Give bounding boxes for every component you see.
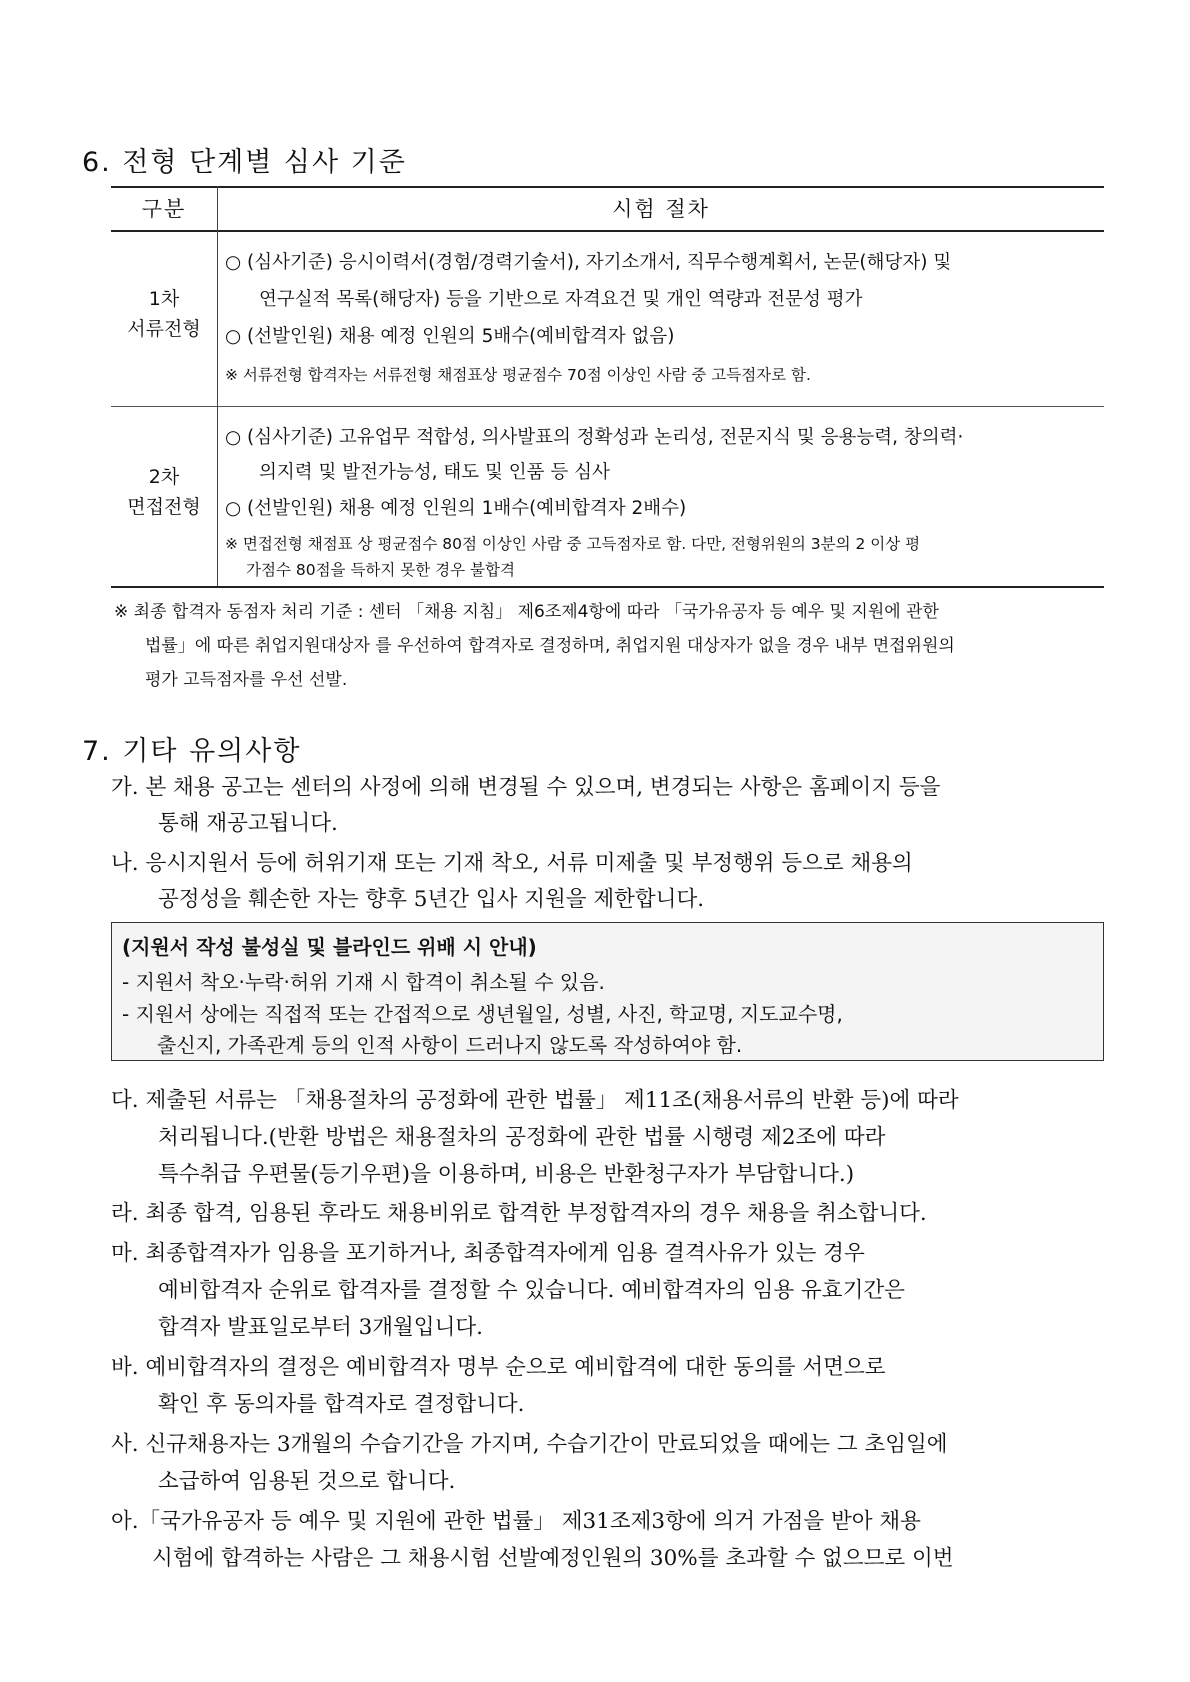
row-2-line: ○ (선발인원) 채용 예정 인원의 1배수(예비합격자 2배수) [225,498,687,519]
row-2-note: ※ 면접전형 채점표 상 평균점수 80점 이상인 사람 중 고득점자로 함. 다만, 전형위원의 3분의 2 이상 평 [225,535,921,553]
tie-break-note: 법률」에 따른 취업지원대상자 를 우선하여 합격자로 결정하며, 취업지원 대상자가 없을 경우 내부 면접위원의 [145,636,955,656]
tie-break-note: ※ 최종 합격자 동점자 처리 기준 : 센터 「채용 지침」 제6조제4항에 따라 「국가유공자 등 예우 및 지원에 관한 [114,602,939,622]
table-row-divider [111,406,1104,407]
row-1-category [111,284,217,344]
notice-box-line: 출신지, 가족관계 등의 인적 사항이 드러나지 않도록 작성하여야 함. [157,1033,743,1057]
notice-item-continued: 시험에 합격하는 사람은 그 채용시험 선발예정인원의 30%를 초과할 수 없으므로 이번 [152,1546,954,1571]
row-1-line: ○ (심사기준) 응시이력서(경험/경력기술서), 자기소개서, 직무수행계획서, 논문(해당자) 및 [225,252,952,273]
notice-item: 바. 예비합격자의 결정은 예비합격자 명부 순으로 예비합격에 대한 동의를 서면으로 [111,1355,886,1380]
notice-item: 다. 제출된 서류는 「채용절차의 공정화에 관한 법률」 제11조(채용서류의 반환 등)에 따라 [111,1088,959,1113]
row-2-line: ○ (심사기준) 고유업무 적합성, 의사발표의 정확성과 논리성, 전문지식 및 응용능력, 창의력· [225,427,964,448]
screening-criteria-table [111,186,1104,588]
row-1-line: 연구실적 목록(해당자) 등을 기반으로 자격요건 및 개인 역량과 전문성 평가 [259,289,863,310]
notice-box-line: - 지원서 상에는 직접적 또는 간접적으로 생년월일, 성별, 사진, 학교명, 지도교수명, [122,1002,843,1026]
notice-item: 라. 최종 합격, 임용된 후라도 채용비위로 합격한 부정합격자의 경우 채용을 취소합니다. [111,1201,927,1226]
table-header-category: 구분 [141,197,187,221]
notice-item-continued: 소급하여 임용된 것으로 합니다. [158,1469,456,1494]
notice-item-continued: 예비합격자 순위로 합격자를 결정할 수 있습니다. 예비합격자의 임용 유효기간은 [158,1278,905,1303]
notice-box-title: (지원서 작성 불성실 및 블라인드 위배 시 안내) [122,935,537,959]
notice-item: 사. 신규채용자는 3개월의 수습기간을 가지며, 수습기간이 만료되었을 때에는 그 초임일에 [111,1432,948,1457]
tie-break-note: 평가 고득점자를 우선 선발. [145,670,348,690]
notice-item-continued: 처리됩니다.(반환 방법은 채용절차의 공정화에 관한 법률 시행령 제2조에 따라 [158,1125,886,1150]
row-2-note: 가점수 80점을 득하지 못한 경우 불합격 [246,561,515,579]
notice-item: 아.「국가유공자 등 예우 및 지원에 관한 법률」 제31조제3항에 의거 가점을 받아 채용 [111,1509,921,1534]
notice-item-continued: 통해 재공고됩니다. [158,811,338,836]
row-2-category-line: 2차 [148,466,180,488]
notice-item-continued: 공정성을 훼손한 자는 향후 5년간 입사 지원을 제한합니다. [158,887,705,912]
row-1-line: ○ (선발인원) 채용 예정 인원의 5배수(예비합격자 없음) [225,326,675,347]
row-1-category-line: 1차 [148,288,180,310]
table-column-divider [217,186,218,586]
notice-item-continued: 특수취급 우편물(등기우편)을 이용하며, 비용은 반환청구자가 부담합니다.) [158,1162,855,1187]
section-6-title: 6. 전형 단계별 심사 기준 [82,147,407,178]
notice-item: 가. 본 채용 공고는 센터의 사정에 의해 변경될 수 있으며, 변경되는 사항은 홈페이지 등을 [111,775,941,800]
blind-hiring-notice-box [111,922,1104,1061]
row-1-category-line: 서류전형 [127,318,201,340]
row-2-category [111,462,217,522]
row-1-note: ※ 서류전형 합격자는 서류전형 채점표상 평균점수 70점 이상인 사람 중 고득점자로 함. [225,366,811,384]
table-bottom-rule [111,586,1104,588]
table-header-rule [111,230,1104,232]
notice-item: 나. 응시지원서 등에 허위기재 또는 기재 착오, 서류 미제출 및 부정행위 등으로 채용의 [111,851,913,876]
table-header-procedure: 시험 절차 [612,197,710,221]
notice-item-continued: 합격자 발표일로부터 3개월입니다. [158,1315,483,1340]
section-7-title: 7. 기타 유의사항 [82,736,302,767]
row-2-line: 의지력 및 발전가능성, 태도 및 인품 등 심사 [259,462,610,483]
row-2-category-line: 면접전형 [127,496,201,518]
notice-item: 마. 최종합격자가 임용을 포기하거나, 최종합격자에게 임용 결격사유가 있는 경우 [111,1241,865,1266]
notice-item-continued: 확인 후 동의자를 합격자로 결정합니다. [158,1392,525,1417]
notice-box-line: - 지원서 착오·누락·허위 기재 시 합격이 취소될 수 있음. [122,970,605,994]
